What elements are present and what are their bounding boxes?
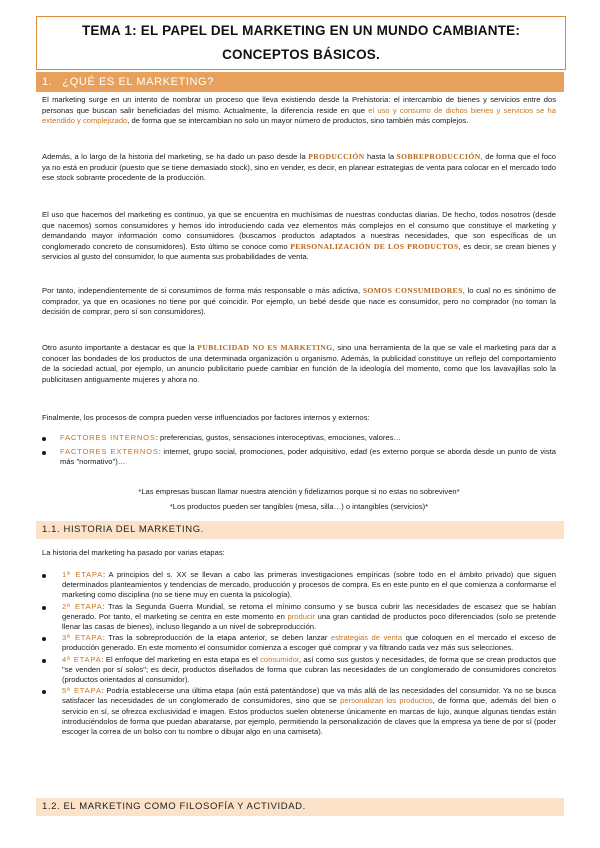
p5-text-b: , sino una herramienta de la que se vale el marketing para dar a conocer las bondades de los productos de una determinada organización u organismo. Además, la publicidad constituye un reflejo del comportamiento de la sociedad actual, por ejemplo, un anuncio publicitario puede cambiar en función de la ideología del momento, como que los lavavajillas solo la publicitasen antiguamente mujeres y ahora no. xyxy=(42,343,557,384)
title-line-1: TEMA 1: EL PAPEL DEL MARKETING EN UN MUNDO CAMBIANTE: xyxy=(81,23,521,38)
paragraph-5 xyxy=(42,343,556,385)
etapa-text-2: que coloquen en el mercado el exceso de producción generado. En este momento el consumidor comienza a escoger qué comprar y va filtrando cada vez más sus selecciones. xyxy=(62,633,556,653)
list-item xyxy=(36,602,556,633)
etapa-label: 2ª ETAPA xyxy=(62,601,103,611)
list-item xyxy=(36,570,556,601)
bullet-icon xyxy=(42,637,46,641)
p4-text-a: Por tanto, independientemente de si consumimos de forma más responsable o más adictiva, xyxy=(42,286,363,295)
etapa-highlight: consumidor xyxy=(260,654,299,664)
etapa-label: 3ª ETAPA xyxy=(62,633,103,643)
paragraph-1 xyxy=(42,95,556,127)
title-line-2: CONCEPTOS BÁSICOS. xyxy=(222,47,380,62)
etapa-highlight: personalizan los productos xyxy=(340,696,433,706)
etapa-highlight: estrategias de venta xyxy=(330,633,403,643)
bullet-icon xyxy=(42,451,46,455)
etapa-label: 5ª ETAPA xyxy=(62,686,102,696)
bullet-icon xyxy=(42,659,46,663)
paragraph-4 xyxy=(42,286,556,318)
bullet-icon xyxy=(42,606,46,610)
section-heading-1-1 xyxy=(36,521,564,539)
section-heading-1 xyxy=(36,72,564,92)
bullet-icon xyxy=(42,690,46,694)
p3-text-a: El uso que hacemos del marketing es continuo, ya que se encuentra en muchísimas de nuestras conductas diarias. De hecho, todos nosotros (desde que nacemos) somos consumidores y hemos ido introduciendo cada vez elementos más complejos en el consumo que constituye el marketing y demandando mayor información como consumidores (buscamos productos adaptados a nuestras necesidades, que son específicas de un conglomerado concreto de consumidores). Esto último se conoce como xyxy=(42,210,556,251)
section-label: 1.1. HISTORIA DEL MARKETING. xyxy=(42,524,204,535)
factor-text: : preferencias, gustos, sensaciones interoceptivas, emociones, valores… xyxy=(155,433,401,442)
factor-label: FACTORES INTERNOS xyxy=(60,433,156,442)
section-label: 1.2. EL MARKETING COMO FILOSOFÍA Y ACTIVIDAD. xyxy=(42,801,306,812)
bullet-icon xyxy=(42,574,46,578)
etapa-text: : Tras la Segunda Guerra Mundial, se retoma el mínimo consumo y se busca cubrir las necesidades de escasez que se habían generado. Por tanto, el marketing se centra en este momento en xyxy=(62,601,556,621)
p2-highlight-sobreproduccion: SOBREPRODUCCIÓN xyxy=(396,152,481,161)
p5-text-a: Otro asunto importante a destacar es que la xyxy=(42,343,198,352)
etapa-label: 4ª ETAPA xyxy=(62,654,102,664)
p3-text-b: , es decir, se crean bienes y servicios al gusto del consumidor, lo que aumenta sus probabilidades de venta. xyxy=(42,241,557,262)
etapa-text: : Podría establecerse una última etapa (aún está patentándose) que va más allá de las necesidades del consumidor. Ya no se busca satisfacer las necesidades de un conglomerado de consumidores, sino que se xyxy=(62,686,556,706)
p1-text-b: , de forma que se intercambian no solo un mayor número de productos, sino también más complejos. xyxy=(127,116,469,126)
p1-text-a: El marketing surge en un intento de nombrar un proceso que lleva existiendo desde la Prehistoria: el intercambio de bienes y servicios entre dos personas que buscan salir beneficiadas del mismo. Actualmente, la diferencia reside en que xyxy=(42,95,556,115)
paragraph-3 xyxy=(42,210,556,263)
quote-1: *Las empresas buscan llamar nuestra atención y fidelizarnos porque si no estas no sobreviven* xyxy=(138,487,460,496)
etapa-text: : A principios del s. XX se llevan a cabo las primeras investigaciones empíricas (sobre todo en el ámbito privado) que siguen determinados planteamientos y tendencias de mercado, producción y procesos de compra. Es en este punto en el que comienza a conformarse el marketing como disciplina (no se tiene muy en cuenta la psicología). xyxy=(62,570,556,600)
title-box xyxy=(36,16,566,70)
paragraph-6: Finalmente, los procesos de compra pueden verse influenciados por factores internos y externos: xyxy=(42,413,370,422)
etapa-text-2: , así como sus gustos y necesidades, de forma que se crean productos que "se venden por sí solos"; es decir, productos diseñados de forma que cubran las necesidades de un conglomerado de consumidores concretos (productos orientados al consumidor). xyxy=(62,654,556,685)
p4-text-b: , lo cual no es sinónimo de comprador, ya que en ocasiones no tiene por qué coincidir. Por ejemplo, un bebé desde que nace es consumidor, pero no comprador (no toman la decisión de comprar, pero sí son consumidores). xyxy=(42,286,556,317)
section-heading-1-2 xyxy=(36,798,564,816)
paragraph-7: La historia del marketing ha pasado por varias etapas: xyxy=(42,548,225,557)
list-item xyxy=(36,433,556,444)
list-item xyxy=(36,686,556,737)
list-item xyxy=(36,447,556,468)
p2-text-b: hasta la xyxy=(364,152,397,161)
etapa-highlight: producir xyxy=(287,611,315,621)
quote-2: *Los productos pueden ser tangibles (mesa, silla…) o intangibles (servicios)* xyxy=(169,502,429,511)
p5-highlight: PUBLICIDAD NO ES MARKETING xyxy=(197,343,333,352)
p2-text-c: , de forma que el foco ya no está en producir (puesto que se tiene demasiado stock), sino en vender, es decir, en planear estrategias de venta para colocar en el mercado todo ese stock sobrante procedente de la producción. xyxy=(42,152,556,183)
p2-text-a: Además, a lo largo de la historia del marketing, se ha dado un paso desde la xyxy=(42,152,309,161)
paragraph-2 xyxy=(42,152,556,184)
bullet-icon xyxy=(42,437,46,441)
factor-label: FACTORES EXTERNOS xyxy=(60,446,159,456)
p1-highlight: el uso y consumo de dichos bienes y servicios se ha extendido y complejizado xyxy=(42,105,557,126)
list-item xyxy=(36,633,556,653)
factores-list xyxy=(36,433,556,471)
p3-highlight: PERSONALIZACIÓN DE LOS PRODUCTOS xyxy=(290,241,459,251)
factor-text: : internet, grupo social, promociones, poder adquisitivo, edad (es externo porque se aborda desde un punto de vista más "normativo")… xyxy=(60,446,557,467)
etapa-text-2: , de forma que, además del bien o servicio en sí, se ofrezca exclusividad e imagen. Estos productos suelen obtenerse únicamente en marcas de lujo, aunque algunas tiendas están introduciéndolos de forma que puedan abaratarse, por ejemplo, permitiendo la personalización de claves que la empresa ya tiene de por sí (poder escoger la correa de un bolso con tu nombre o dibujar algo en una camiseta). xyxy=(62,696,556,737)
etapas-list xyxy=(36,570,556,738)
p4-highlight: SOMOS CONSUMIDORES xyxy=(362,286,463,295)
p2-highlight-produccion: PRODUCCIÓN xyxy=(308,152,365,161)
etapa-text: : Tras la sobreproducción de la etapa anterior, se deben lanzar xyxy=(102,633,331,643)
etapa-label: 1ª ETAPA xyxy=(62,570,104,579)
section-number: 1. xyxy=(42,76,53,88)
etapa-text: : El enfoque del marketing en esta etapa es el xyxy=(101,654,261,664)
list-item xyxy=(36,655,556,686)
etapa-text-2: una gran cantidad de productos poco diferenciados (solo se pretende llenar las casas de bienes), incluso llegando a un nivel de sobreproducción. xyxy=(62,611,556,632)
section-label: ¿QUÉ ES EL MARKETING? xyxy=(62,76,214,88)
